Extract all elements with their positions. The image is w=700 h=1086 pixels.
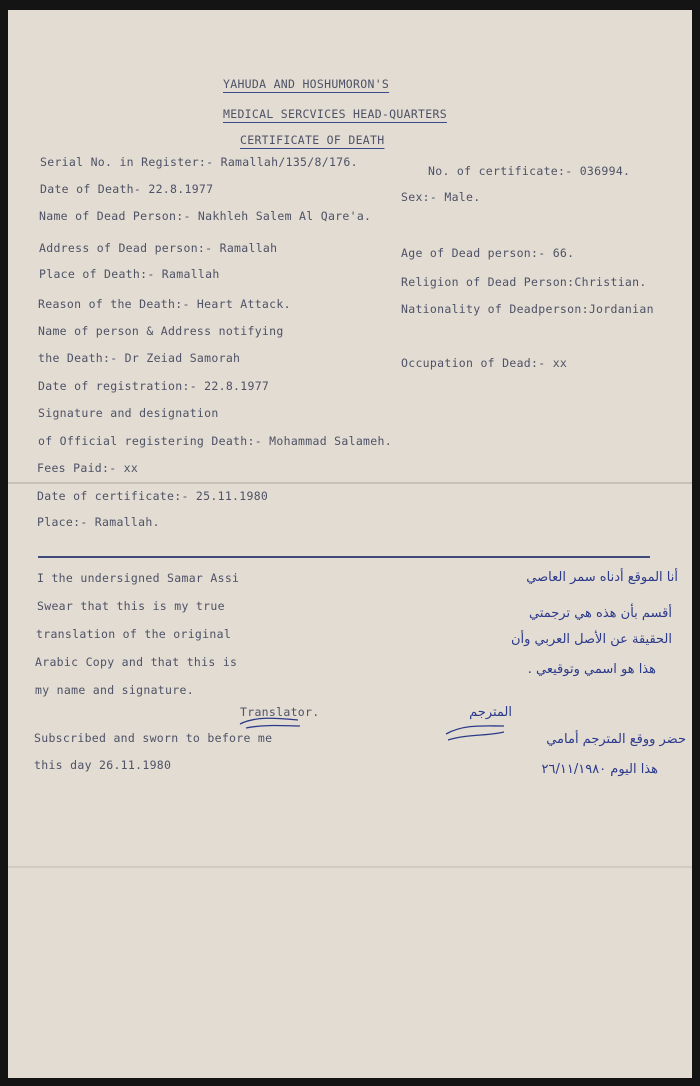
translation-line-4: Arabic Copy and that this is	[35, 655, 238, 669]
signature-designation: Signature and designation	[38, 406, 219, 420]
fees-paid: Fees Paid:- xx	[37, 461, 139, 475]
certificate-date: Date of certificate:- 25.11.1980	[37, 489, 269, 503]
certificate-title: CERTIFICATE OF DEATH	[240, 133, 385, 147]
arabic-sworn-line-1: حضر ووقع المترجم أمامي	[546, 732, 686, 747]
notifier-line-1: Name of person & Address notifying	[38, 324, 284, 338]
certificate-place: Place:- Ramallah.	[37, 515, 160, 529]
religion-field: Religion of Dead Person:Christian.	[401, 275, 647, 289]
serial-number: Serial No. in Register:- Ramallah/135/8/176.	[40, 155, 358, 169]
date-of-death: Date of Death- 22.8.1977	[40, 182, 214, 196]
arabic-translator-label: المترجم	[469, 705, 512, 720]
translator-label: Translator.	[240, 705, 320, 719]
dead-person-age: Age of Dead person:- 66.	[401, 246, 575, 260]
sex-field: Sex:- Male.	[401, 190, 481, 204]
dead-person-address: Address of Dead person:- Ramallah	[39, 241, 278, 255]
sworn-line-1: Subscribed and sworn to before me	[34, 731, 273, 745]
arabic-sworn-line-2: هذا اليوم ٢٦/١١/١٩٨٠	[541, 762, 658, 777]
place-of-death: Place of Death:- Ramallah	[39, 267, 220, 281]
translation-line-3: translation of the original	[36, 627, 232, 641]
translation-line-5: my name and signature.	[35, 683, 194, 697]
registration-date: Date of registration:- 22.8.1977	[38, 379, 270, 393]
translation-line-2: Swear that this is my true	[37, 599, 225, 613]
registering-official: of Official registering Death:- Mohammad Salameh.	[38, 434, 392, 448]
paper-fold	[8, 482, 692, 484]
certificate-paper	[8, 10, 692, 1078]
arabic-line-2: أقسم بأن هذه هي ترجمتي	[528, 606, 672, 621]
notifier-line-2: the Death:- Dr Zeiad Samorah	[38, 351, 241, 365]
paper-fold	[8, 866, 692, 868]
arabic-line-4: هذا هو اسمي وتوقيعي .	[527, 662, 656, 677]
header-line-2: MEDICAL SERCVICES HEAD-QUARTERS	[223, 107, 447, 121]
arabic-signature	[440, 720, 510, 746]
reason-of-death: Reason of the Death:- Heart Attack.	[38, 297, 291, 311]
divider-line	[38, 556, 650, 558]
arabic-line-3: الحقيقة عن الأصل العربي وأن	[510, 632, 672, 647]
translation-line-1: I the undersigned Samar Assi	[37, 571, 240, 585]
certificate-number: No. of certificate:- 036994.	[428, 164, 631, 178]
nationality-field: Nationality of Deadperson:Jordanian	[401, 302, 654, 316]
sworn-line-2: this day 26.11.1980	[34, 758, 172, 772]
arabic-line-1: أنا الموقع أدناه سمر العاصي	[526, 570, 678, 585]
occupation-field: Occupation of Dead:- xx	[401, 356, 568, 370]
header-line-1: YAHUDA AND HOSHUMORON'S	[223, 77, 390, 91]
dead-person-name: Name of Dead Person:- Nakhleh Salem Al Qare'a.	[39, 209, 372, 223]
